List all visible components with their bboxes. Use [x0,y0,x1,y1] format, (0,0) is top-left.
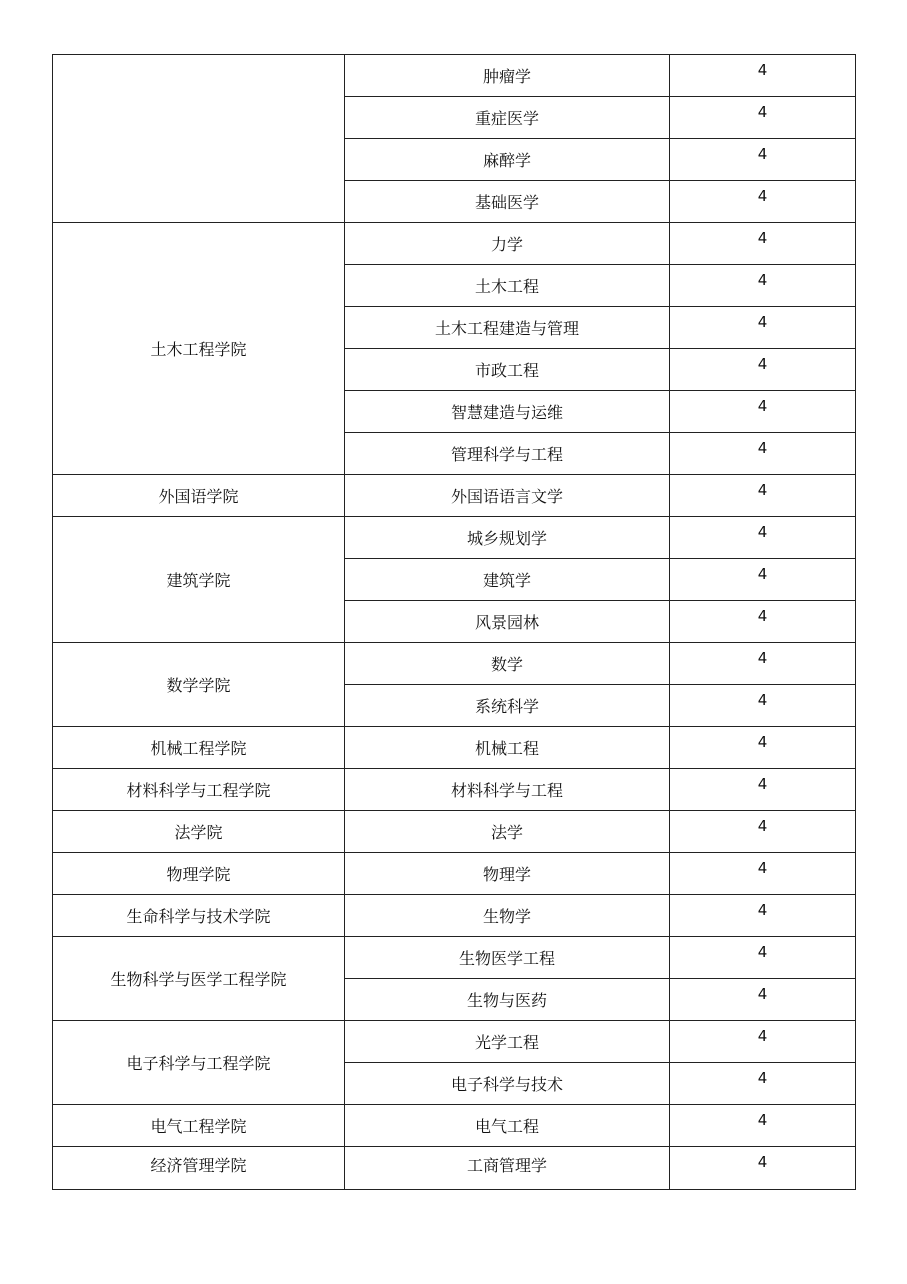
college-cell: 外国语学院 [53,475,345,517]
major-cell: 物理学 [345,853,670,895]
years-cell: 4 [670,1105,856,1147]
major-cell: 外国语语言文学 [345,475,670,517]
major-cell: 土木工程 [345,265,670,307]
table-row [53,895,856,937]
table-row [53,475,856,517]
college-cell: 法学院 [53,811,345,853]
major-cell: 工商管理学 [345,1147,670,1190]
years-cell: 4 [670,97,856,139]
years-cell: 4 [670,559,856,601]
years-cell: 4 [670,601,856,643]
table-row [53,853,856,895]
major-cell: 系统科学 [345,685,670,727]
years-cell: 4 [670,1147,856,1190]
major-cell: 机械工程 [345,727,670,769]
major-cell: 肿瘤学 [345,55,670,97]
years-cell: 4 [670,223,856,265]
major-cell: 电气工程 [345,1105,670,1147]
table-row [53,811,856,853]
years-cell: 4 [670,475,856,517]
major-cell: 生物与医药 [345,979,670,1021]
majors-table [52,54,856,1190]
years-cell: 4 [670,937,856,979]
table-row [53,937,856,979]
major-cell: 管理科学与工程 [345,433,670,475]
college-cell: 物理学院 [53,853,345,895]
years-cell: 4 [670,55,856,97]
table-row [53,55,856,97]
major-cell: 重症医学 [345,97,670,139]
table-row [53,643,856,685]
major-cell: 电子科学与技术 [345,1063,670,1105]
table-row [53,1147,856,1190]
years-cell: 4 [670,391,856,433]
college-cell: 经济管理学院 [53,1147,345,1190]
years-cell: 4 [670,181,856,223]
years-cell: 4 [670,811,856,853]
college-cell: 生命科学与技术学院 [53,895,345,937]
major-cell: 力学 [345,223,670,265]
major-cell: 土木工程建造与管理 [345,307,670,349]
major-cell: 法学 [345,811,670,853]
major-cell: 材料科学与工程 [345,769,670,811]
college-cell: 机械工程学院 [53,727,345,769]
major-cell: 麻醉学 [345,139,670,181]
major-cell: 生物学 [345,895,670,937]
major-cell: 市政工程 [345,349,670,391]
college-cell: 生物科学与医学工程学院 [53,937,345,1021]
college-cell [53,55,345,223]
college-cell: 电子科学与工程学院 [53,1021,345,1105]
major-cell: 光学工程 [345,1021,670,1063]
years-cell: 4 [670,1021,856,1063]
years-cell: 4 [670,727,856,769]
college-cell: 材料科学与工程学院 [53,769,345,811]
years-cell: 4 [670,349,856,391]
years-cell: 4 [670,979,856,1021]
years-cell: 4 [670,643,856,685]
major-cell: 数学 [345,643,670,685]
table-row [53,1105,856,1147]
years-cell: 4 [670,433,856,475]
major-cell: 生物医学工程 [345,937,670,979]
table-row [53,727,856,769]
major-cell: 基础医学 [345,181,670,223]
major-cell: 风景园林 [345,601,670,643]
years-cell: 4 [670,853,856,895]
years-cell: 4 [670,769,856,811]
major-cell: 城乡规划学 [345,517,670,559]
table-row [53,223,856,265]
years-cell: 4 [670,139,856,181]
years-cell: 4 [670,517,856,559]
college-cell: 电气工程学院 [53,1105,345,1147]
college-cell: 土木工程学院 [53,223,345,475]
college-cell: 建筑学院 [53,517,345,643]
table-row [53,769,856,811]
college-cell: 数学学院 [53,643,345,727]
years-cell: 4 [670,1063,856,1105]
major-cell: 智慧建造与运维 [345,391,670,433]
years-cell: 4 [670,895,856,937]
years-cell: 4 [670,307,856,349]
years-cell: 4 [670,265,856,307]
years-cell: 4 [670,685,856,727]
table-row [53,517,856,559]
table-row [53,1021,856,1063]
major-cell: 建筑学 [345,559,670,601]
